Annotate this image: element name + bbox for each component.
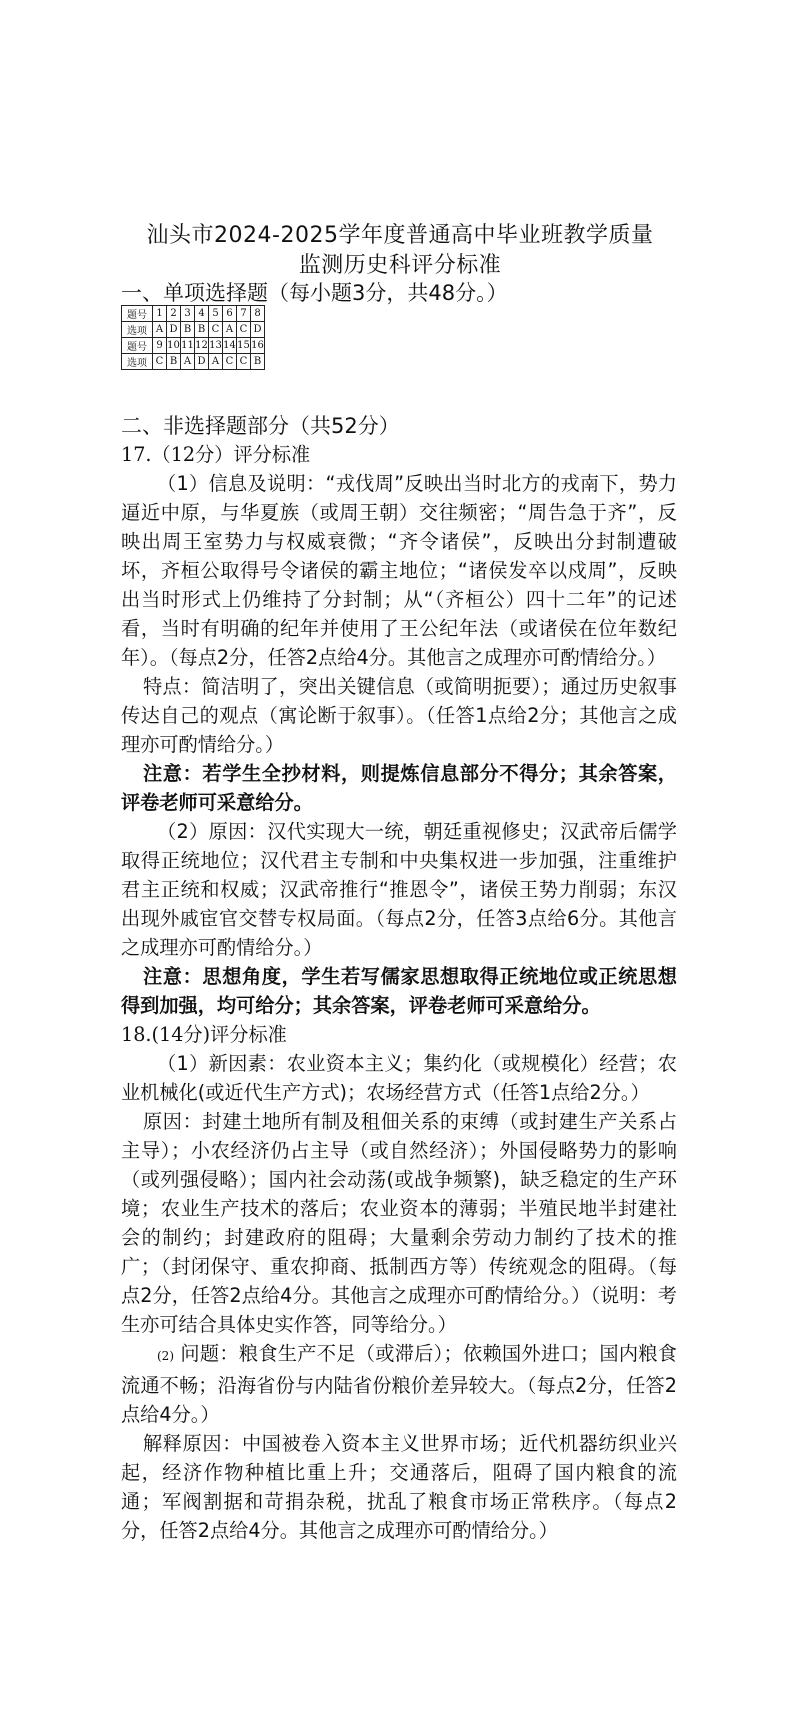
q18-part2	[121, 1339, 677, 1429]
answer-table-cell: 1	[153, 306, 167, 322]
q17-part1: （1）信息及说明：“戎伐周”反映出当时北方的戎南下，势力逼近中原，与华夏族（或周王朝）交往频密；“周告急于齐”，反映出周王室势力与权威衰微；“齐令诸侯”，反映出分封制遭破坏，齐桓公取得号令诸侯的霸主地位；“诸侯发卒以戍周”，反映出当时形式上仍维持了分封制；从“（齐桓公）四十二年”的记述看，当时有明确的纪年并使用了王公纪年法（或诸侯在位年数纪年）。（每点2分，任答2点给4分。其他言之成理亦可酌情给分。）	[121, 472, 677, 669]
section2-heading: 二、非选择题部分（共52分）	[121, 414, 400, 438]
answer-table-cell: B	[195, 322, 209, 338]
answer-table-cell: D	[251, 322, 265, 338]
answer-table-row	[122, 322, 265, 338]
scoring-body	[121, 440, 677, 1545]
document-title-line2: 监测历史科评分标准	[298, 253, 502, 278]
answer-table-cell: B	[167, 354, 181, 370]
answer-table-cell: 9	[153, 338, 167, 354]
answer-table-cell: 15	[237, 338, 251, 354]
answer-table-row-head: 选项	[122, 322, 153, 338]
answer-table-cell: 7	[237, 306, 251, 322]
answer-table-cell: C	[237, 354, 251, 370]
answer-table-cell: A	[223, 322, 237, 338]
answer-table-row-head: 选项	[122, 354, 153, 370]
answer-table-cell: 11	[181, 338, 195, 354]
answer-table-cell: 12	[195, 338, 209, 354]
section1-heading: 一、单项选择题（每小题3分，共48分。）	[121, 281, 508, 305]
answer-table-cell: 2	[167, 306, 181, 322]
answer-table-row	[122, 306, 265, 322]
answer-table-cell: 14	[223, 338, 237, 354]
q18-reasons: 原因：封建土地所有制及租佃关系的束缚（或封建生产关系占主导）；小农经济仍占主导（或自然经济）；外国侵略势力的影响（或列强侵略）；国内社会动荡(或战争频繁)，缺乏稳定的生产环境；农业生产技术的落后；农业资本的薄弱；半殖民地半封建社会的制约；封建政府的阻碍；大量剩余劳动力制约了技术的推广；（封闭保守、重农抑商、抵制西方等）传统观念的阻碍。（每点2分，任答2点给4分。其他言之成理亦可酌情给分。）（说明：考生亦可结合具体史实作答，同等给分。）	[121, 1110, 677, 1336]
q18-part2-text: 问题：粮食生产不足（或滞后）；依赖国外进口；国内粮食流通不畅；沿海省份与内陆省份粮价差异较大。（每点2分，任答2点给4分。）	[121, 1342, 677, 1426]
answer-table-cell: B	[251, 354, 265, 370]
answer-table-cell: C	[153, 354, 167, 370]
q17-part2: （2）原因：汉代实现大一统，朝廷重视修史；汉武帝后儒学取得正统地位；汉代君主专制和中央集权进一步加强，注重维护君主正统和权威；汉武帝推行“推恩令”，诸侯王势力削弱；东汉出现外戚宦官交替专权局面。（每点2分，任答3点给6分。其他言之成理亦可酌情给分。）	[121, 820, 677, 959]
q17-note1: 注意：若学生全抄材料，则提炼信息部分不得分；其余答案，评卷老师可采意给分。	[121, 762, 677, 814]
answer-table-row	[122, 338, 265, 354]
answer-table-cell: 13	[209, 338, 223, 354]
q17-features: 特点：简洁明了，突出关键信息（或简明扼要）；通过历史叙事传达自己的观点（寓论断于叙事）。（任答1点给2分；其他言之成理亦可酌情给分。）	[121, 675, 677, 756]
answer-table-row	[122, 354, 265, 370]
answer-table-cell: D	[195, 354, 209, 370]
q18-part1: （1）新因素：农业资本主义；集约化（或规模化）经营；农业机械化(或近代生产方式)；农场经营方式（任答1点给2分。）	[121, 1052, 677, 1104]
answer-table-cell: C	[223, 354, 237, 370]
answer-table-row-head: 题号	[122, 338, 153, 354]
document-title-line1: 汕头市2024-2025学年度普通高中毕业班教学质量	[146, 223, 654, 248]
answer-table-cell: 3	[181, 306, 195, 322]
q17-note2: 注意：思想角度，学生若写儒家思想取得正统地位或正统思想得到加强，均可给分；其余答案，评卷老师可采意给分。	[121, 965, 677, 1017]
answer-table-cell: B	[181, 322, 195, 338]
answer-table	[121, 305, 265, 370]
answer-table-cell: 5	[209, 306, 223, 322]
answer-table-cell: C	[209, 322, 223, 338]
answer-table-cell: 10	[167, 338, 181, 354]
q17-heading: 17.（12分）评分标准	[121, 443, 311, 466]
answer-table-row-head: 题号	[122, 306, 153, 322]
answer-table-cell: A	[181, 354, 195, 370]
answer-table-cell: 4	[195, 306, 209, 322]
answer-table-cell: A	[153, 322, 167, 338]
answer-table-cell: 16	[251, 338, 265, 354]
q18-explanation: 解释原因：中国被卷入资本主义世界市场；近代机器纺织业兴起，经济作物种植比重上升；交通落后，阻碍了国内粮食的流通；军阀割据和苛捐杂税，扰乱了粮食市场正常秩序。（每点2分，任答2点给4分。其他言之成理亦可酌情给分。）	[121, 1432, 677, 1542]
answer-table-cell: C	[237, 322, 251, 338]
q18-heading: 18.(14分)评分标准	[121, 1023, 287, 1046]
q18-part2-number: (2)	[157, 1349, 174, 1363]
answer-table-cell: D	[167, 322, 181, 338]
answer-table-cell: 8	[251, 306, 265, 322]
answer-table-cell: A	[209, 354, 223, 370]
answer-table-cell: 6	[223, 306, 237, 322]
